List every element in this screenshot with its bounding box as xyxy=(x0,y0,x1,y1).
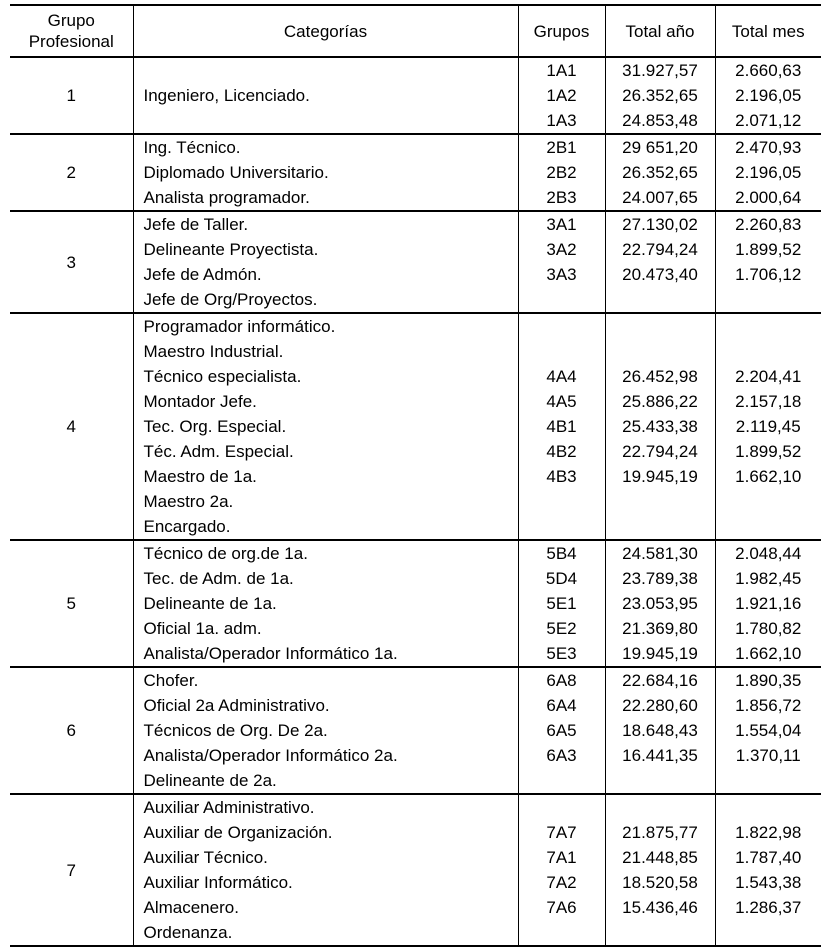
categoria-cell: Delineante de 1a. xyxy=(133,591,518,616)
categoria-cell: Técnico de org.de 1a. xyxy=(133,540,518,566)
total-mes-cell: 1.662,10 xyxy=(715,641,821,667)
total-ano-cell: 19.945,19 xyxy=(605,641,715,667)
categoria-cell: Tec. de Adm. de 1a. xyxy=(133,566,518,591)
total-mes-cell xyxy=(715,313,821,339)
grupo-code-cell xyxy=(518,794,605,820)
total-ano-cell xyxy=(605,768,715,794)
categoria-cell: Oficial 1a. adm. xyxy=(133,616,518,641)
total-mes-cell: 1.822,98 xyxy=(715,820,821,845)
grupo-code-cell: 7A2 xyxy=(518,870,605,895)
grupo-code-cell xyxy=(518,489,605,514)
categoria-cell: Montador Jefe. xyxy=(133,389,518,414)
grupo-code-cell: 5E3 xyxy=(518,641,605,667)
total-ano-cell xyxy=(605,794,715,820)
grupo-code-cell xyxy=(518,514,605,540)
categoria-cell: Analista/Operador Informático 1a. xyxy=(133,641,518,667)
total-ano-cell: 23.053,95 xyxy=(605,591,715,616)
grupo-code-cell: 1A3 xyxy=(518,108,605,134)
total-ano-cell: 22.794,24 xyxy=(605,237,715,262)
grupo-code-cell: 1A1 xyxy=(518,57,605,83)
total-mes-cell xyxy=(715,920,821,946)
categoria-cell: Tec. Org. Especial. xyxy=(133,414,518,439)
grupo-code-cell: 3A2 xyxy=(518,237,605,262)
total-ano-cell: 27.130,02 xyxy=(605,211,715,237)
header-grupo-profesional-label: Grupo Profesional xyxy=(28,11,114,51)
salary-table xyxy=(10,4,821,947)
header-grupo-profesional xyxy=(10,5,133,57)
total-mes-cell: 1.982,45 xyxy=(715,566,821,591)
categoria-cell: Encargado. xyxy=(133,514,518,540)
grupo-code-cell: 4A5 xyxy=(518,389,605,414)
categoria-cell: Maestro de 1a. xyxy=(133,464,518,489)
grupo-code-cell: 4B1 xyxy=(518,414,605,439)
grupo-code-cell: 6A8 xyxy=(518,667,605,693)
header-categorias: Categorías xyxy=(133,5,518,57)
grupo-code-cell xyxy=(518,920,605,946)
total-ano-cell: 25.886,22 xyxy=(605,389,715,414)
grupo-code-cell xyxy=(518,313,605,339)
total-mes-cell: 2.260,83 xyxy=(715,211,821,237)
categoria-cell: Almacenero. xyxy=(133,895,518,920)
categoria-cell: Auxiliar Informático. xyxy=(133,870,518,895)
total-mes-cell: 1.286,37 xyxy=(715,895,821,920)
total-mes-cell: 1.856,72 xyxy=(715,693,821,718)
total-mes-cell: 1.780,82 xyxy=(715,616,821,641)
table-row xyxy=(10,794,821,820)
total-mes-cell: 2.196,05 xyxy=(715,160,821,185)
table-row xyxy=(10,134,821,160)
categoria-cell: Jefe de Org/Proyectos. xyxy=(133,287,518,313)
total-ano-cell: 26.352,65 xyxy=(605,160,715,185)
grupo-code-cell: 4A4 xyxy=(518,364,605,389)
total-ano-cell: 19.945,19 xyxy=(605,464,715,489)
total-ano-cell: 22.684,16 xyxy=(605,667,715,693)
grupo-code-cell: 3A3 xyxy=(518,262,605,287)
total-mes-cell: 2.470,93 xyxy=(715,134,821,160)
categoria-cell: Chofer. xyxy=(133,667,518,693)
categoria-cell: Analista programador. xyxy=(133,185,518,211)
categoria-cell: Diplomado Universitario. xyxy=(133,160,518,185)
total-ano-cell: 24.581,30 xyxy=(605,540,715,566)
grupo-code-cell xyxy=(518,339,605,364)
categoria-cell: Auxiliar de Organización. xyxy=(133,820,518,845)
grupo-code-cell: 4B2 xyxy=(518,439,605,464)
grupo-code-cell: 7A7 xyxy=(518,820,605,845)
total-ano-cell xyxy=(605,313,715,339)
total-ano-cell: 31.927,57 xyxy=(605,57,715,83)
total-ano-cell xyxy=(605,339,715,364)
grupo-profesional-cell: 1 xyxy=(10,57,133,134)
total-mes-cell: 1.662,10 xyxy=(715,464,821,489)
categoria-cell xyxy=(133,108,518,134)
total-ano-cell: 29 651,20 xyxy=(605,134,715,160)
total-ano-cell xyxy=(605,514,715,540)
table-row xyxy=(10,211,821,237)
grupo-code-cell: 2B1 xyxy=(518,134,605,160)
grupo-profesional-cell: 2 xyxy=(10,134,133,211)
grupo-code-cell: 2B3 xyxy=(518,185,605,211)
grupo-code-cell: 5B4 xyxy=(518,540,605,566)
categoria-cell: Jefe de Taller. xyxy=(133,211,518,237)
categoria-cell: Técnico especialista. xyxy=(133,364,518,389)
total-mes-cell: 1.370,11 xyxy=(715,743,821,768)
grupo-code-cell: 1A2 xyxy=(518,83,605,108)
total-ano-cell: 18.520,58 xyxy=(605,870,715,895)
grupo-code-cell: 3A1 xyxy=(518,211,605,237)
total-mes-cell: 1.706,12 xyxy=(715,262,821,287)
grupo-code-cell: 7A1 xyxy=(518,845,605,870)
header-row xyxy=(10,5,821,57)
grupo-profesional-cell: 4 xyxy=(10,313,133,540)
table-row xyxy=(10,57,821,83)
categoria-cell: Analista/Operador Informático 2a. xyxy=(133,743,518,768)
total-mes-cell: 1.554,04 xyxy=(715,718,821,743)
grupo-profesional-cell: 5 xyxy=(10,540,133,667)
categoria-cell: Auxiliar Administrativo. xyxy=(133,794,518,820)
total-ano-cell xyxy=(605,287,715,313)
categoria-cell: Técnicos de Org. De 2a. xyxy=(133,718,518,743)
total-mes-cell: 1.890,35 xyxy=(715,667,821,693)
total-ano-cell: 24.007,65 xyxy=(605,185,715,211)
total-mes-cell: 1.787,40 xyxy=(715,845,821,870)
grupo-code-cell: 5E2 xyxy=(518,616,605,641)
total-ano-cell: 22.794,24 xyxy=(605,439,715,464)
categoria-cell: Jefe de Admón. xyxy=(133,262,518,287)
total-mes-cell: 2.660,63 xyxy=(715,57,821,83)
categoria-cell: Ordenanza. xyxy=(133,920,518,946)
total-mes-cell: 2.071,12 xyxy=(715,108,821,134)
total-mes-cell: 1.543,38 xyxy=(715,870,821,895)
total-ano-cell: 21.448,85 xyxy=(605,845,715,870)
categoria-cell xyxy=(133,57,518,83)
total-ano-cell: 18.648,43 xyxy=(605,718,715,743)
total-mes-cell: 2.119,45 xyxy=(715,414,821,439)
total-mes-cell: 2.048,44 xyxy=(715,540,821,566)
header-total-ano: Total año xyxy=(605,5,715,57)
total-ano-cell: 22.280,60 xyxy=(605,693,715,718)
total-mes-cell xyxy=(715,287,821,313)
total-ano-cell: 16.441,35 xyxy=(605,743,715,768)
total-mes-cell: 2.157,18 xyxy=(715,389,821,414)
categoria-cell: Téc. Adm. Especial. xyxy=(133,439,518,464)
total-mes-cell: 1.899,52 xyxy=(715,237,821,262)
table-row xyxy=(10,540,821,566)
grupo-code-cell: 5E1 xyxy=(518,591,605,616)
total-ano-cell: 21.875,77 xyxy=(605,820,715,845)
grupo-profesional-cell: 6 xyxy=(10,667,133,794)
categoria-cell: Maestro 2a. xyxy=(133,489,518,514)
grupo-code-cell: 4B3 xyxy=(518,464,605,489)
categoria-cell: Delineante Proyectista. xyxy=(133,237,518,262)
categoria-cell: Ingeniero, Licenciado. xyxy=(133,83,518,108)
grupo-code-cell: 6A3 xyxy=(518,743,605,768)
categoria-cell: Ing. Técnico. xyxy=(133,134,518,160)
total-mes-cell: 2.196,05 xyxy=(715,83,821,108)
total-ano-cell: 24.853,48 xyxy=(605,108,715,134)
total-mes-cell xyxy=(715,489,821,514)
total-mes-cell xyxy=(715,514,821,540)
grupo-code-cell: 2B2 xyxy=(518,160,605,185)
total-mes-cell: 2.204,41 xyxy=(715,364,821,389)
total-ano-cell: 26.452,98 xyxy=(605,364,715,389)
categoria-cell: Maestro Industrial. xyxy=(133,339,518,364)
salary-table-body xyxy=(10,57,821,946)
grupo-code-cell: 5D4 xyxy=(518,566,605,591)
total-mes-cell: 1.921,16 xyxy=(715,591,821,616)
grupo-profesional-cell: 7 xyxy=(10,794,133,946)
categoria-cell: Programador informático. xyxy=(133,313,518,339)
table-row xyxy=(10,313,821,339)
header-total-mes: Total mes xyxy=(715,5,821,57)
grupo-code-cell: 6A4 xyxy=(518,693,605,718)
total-mes-cell xyxy=(715,339,821,364)
total-mes-cell: 2.000,64 xyxy=(715,185,821,211)
total-ano-cell: 23.789,38 xyxy=(605,566,715,591)
total-ano-cell: 15.436,46 xyxy=(605,895,715,920)
total-ano-cell: 21.369,80 xyxy=(605,616,715,641)
total-ano-cell xyxy=(605,489,715,514)
categoria-cell: Auxiliar Técnico. xyxy=(133,845,518,870)
total-ano-cell: 25.433,38 xyxy=(605,414,715,439)
total-ano-cell xyxy=(605,920,715,946)
header-grupos: Grupos xyxy=(518,5,605,57)
total-mes-cell: 1.899,52 xyxy=(715,439,821,464)
total-mes-cell xyxy=(715,794,821,820)
grupo-code-cell xyxy=(518,768,605,794)
grupo-profesional-cell: 3 xyxy=(10,211,133,313)
total-mes-cell xyxy=(715,768,821,794)
grupo-code-cell xyxy=(518,287,605,313)
total-ano-cell: 26.352,65 xyxy=(605,83,715,108)
total-ano-cell: 20.473,40 xyxy=(605,262,715,287)
categoria-cell: Delineante de 2a. xyxy=(133,768,518,794)
grupo-code-cell: 7A6 xyxy=(518,895,605,920)
table-row xyxy=(10,667,821,693)
categoria-cell: Oficial 2a Administrativo. xyxy=(133,693,518,718)
grupo-code-cell: 6A5 xyxy=(518,718,605,743)
